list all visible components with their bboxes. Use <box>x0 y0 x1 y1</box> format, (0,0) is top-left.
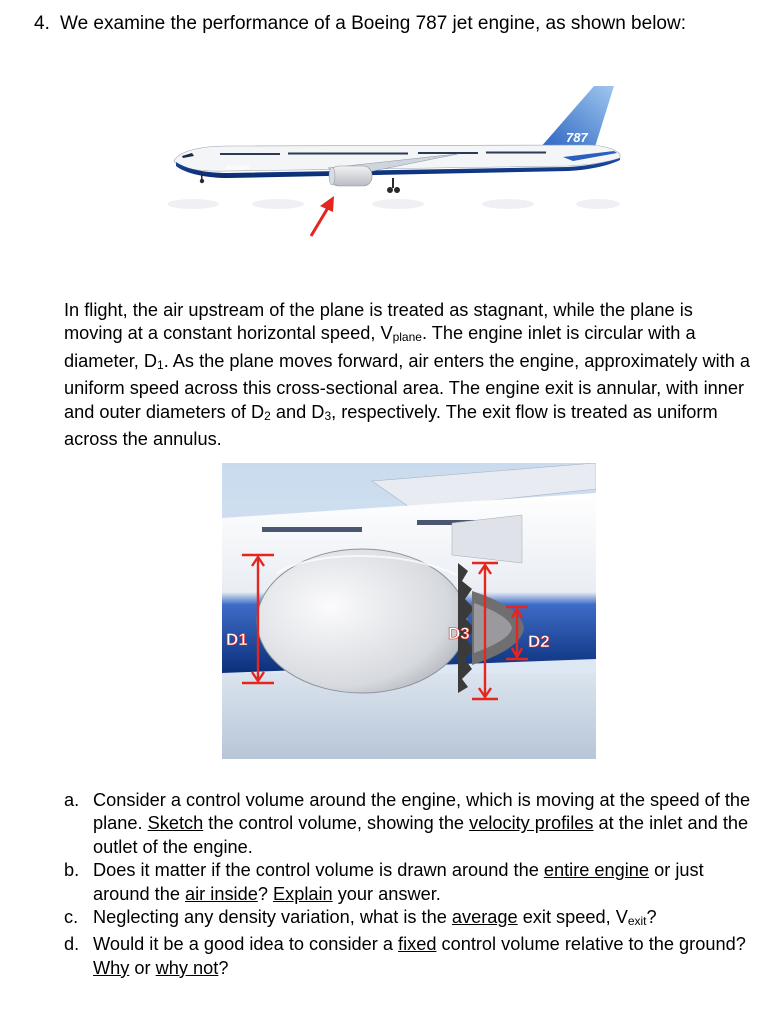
question-text: control volume relative to the ground? <box>436 934 746 955</box>
question-marker: a. <box>64 790 80 810</box>
engine-closeup-image <box>222 463 596 759</box>
question-text: ? <box>646 907 657 928</box>
underlined-term: Explain <box>273 883 333 904</box>
engine-pointer-arrow <box>311 196 334 236</box>
question-item <box>64 859 754 906</box>
question-text: Does it matter if the control volume is drawn around the <box>93 860 544 881</box>
underlined-term: fixed <box>398 934 437 955</box>
underlined-term: average <box>451 907 518 928</box>
problem-number: 4. <box>34 13 50 34</box>
question-text: your answer. <box>332 883 441 904</box>
v-plane-subscript: plane <box>392 330 422 345</box>
exit-subscript: exit <box>627 914 647 929</box>
question-text: exit speed, V <box>517 907 628 928</box>
d2-subscript: 2 <box>264 408 271 423</box>
question-text: the control volume, showing the <box>203 813 470 834</box>
para-text: . The engine inlet is circular with a diameter, D <box>64 323 696 371</box>
question-text: or just around the <box>93 860 704 904</box>
d3-subscript: 3 <box>324 408 332 423</box>
underlined-term: air inside <box>185 883 258 904</box>
underlined-term: why not <box>155 957 219 978</box>
tail-logo-text: 787 <box>566 130 588 145</box>
d1-subscript: 1 <box>157 357 164 372</box>
question-text: at the inlet and the outlet of the engine. <box>93 813 749 857</box>
problem-description <box>64 299 754 451</box>
question-marker: c. <box>64 907 79 928</box>
question-item <box>64 933 754 980</box>
question-text: ? <box>257 883 273 904</box>
question-text: Would it be a good idea to consider a <box>93 934 399 955</box>
question-text: Neglecting any density variation, what is the <box>93 907 452 928</box>
boeing-livery-text: BOEING <box>226 166 250 172</box>
para-text: , respectively. The exit flow is treated as uniform across the annulus. <box>64 401 718 450</box>
underlined-term: Why <box>93 957 130 978</box>
underlined-term: Sketch <box>147 813 204 834</box>
question-list <box>64 789 754 980</box>
d3-label: D3 <box>448 624 470 643</box>
question-item <box>64 789 754 859</box>
question-text: or <box>129 957 156 978</box>
d1-label: D1 <box>226 630 248 649</box>
question-marker: d. <box>64 934 80 955</box>
problem-header <box>34 13 686 35</box>
underlined-term: velocity profiles <box>469 813 594 834</box>
para-text: . As the plane moves forward, air enters the engine, approximately with a uniform speed across this cross-sectional area. The engine exit is annular, with inner and outer diameters of D <box>64 350 751 422</box>
para-text: and D <box>270 401 325 422</box>
underlined-term: entire engine <box>543 860 650 881</box>
question-text: Consider a control volume around the engine, which is moving at the speed of the plane. <box>93 790 751 834</box>
para-text: In flight, the air upstream of the plane is treated as stagnant, while the plane is moving at a constant horizontal speed, V <box>64 300 693 344</box>
d2-label: D2 <box>528 632 550 651</box>
boeing-787-plane-image <box>168 82 628 262</box>
question-marker: b. <box>64 860 80 881</box>
question-item <box>64 906 754 933</box>
question-text: ? <box>218 957 229 978</box>
problem-intro: We examine the performance of a Boeing 787 jet engine, as shown below: <box>60 13 686 34</box>
